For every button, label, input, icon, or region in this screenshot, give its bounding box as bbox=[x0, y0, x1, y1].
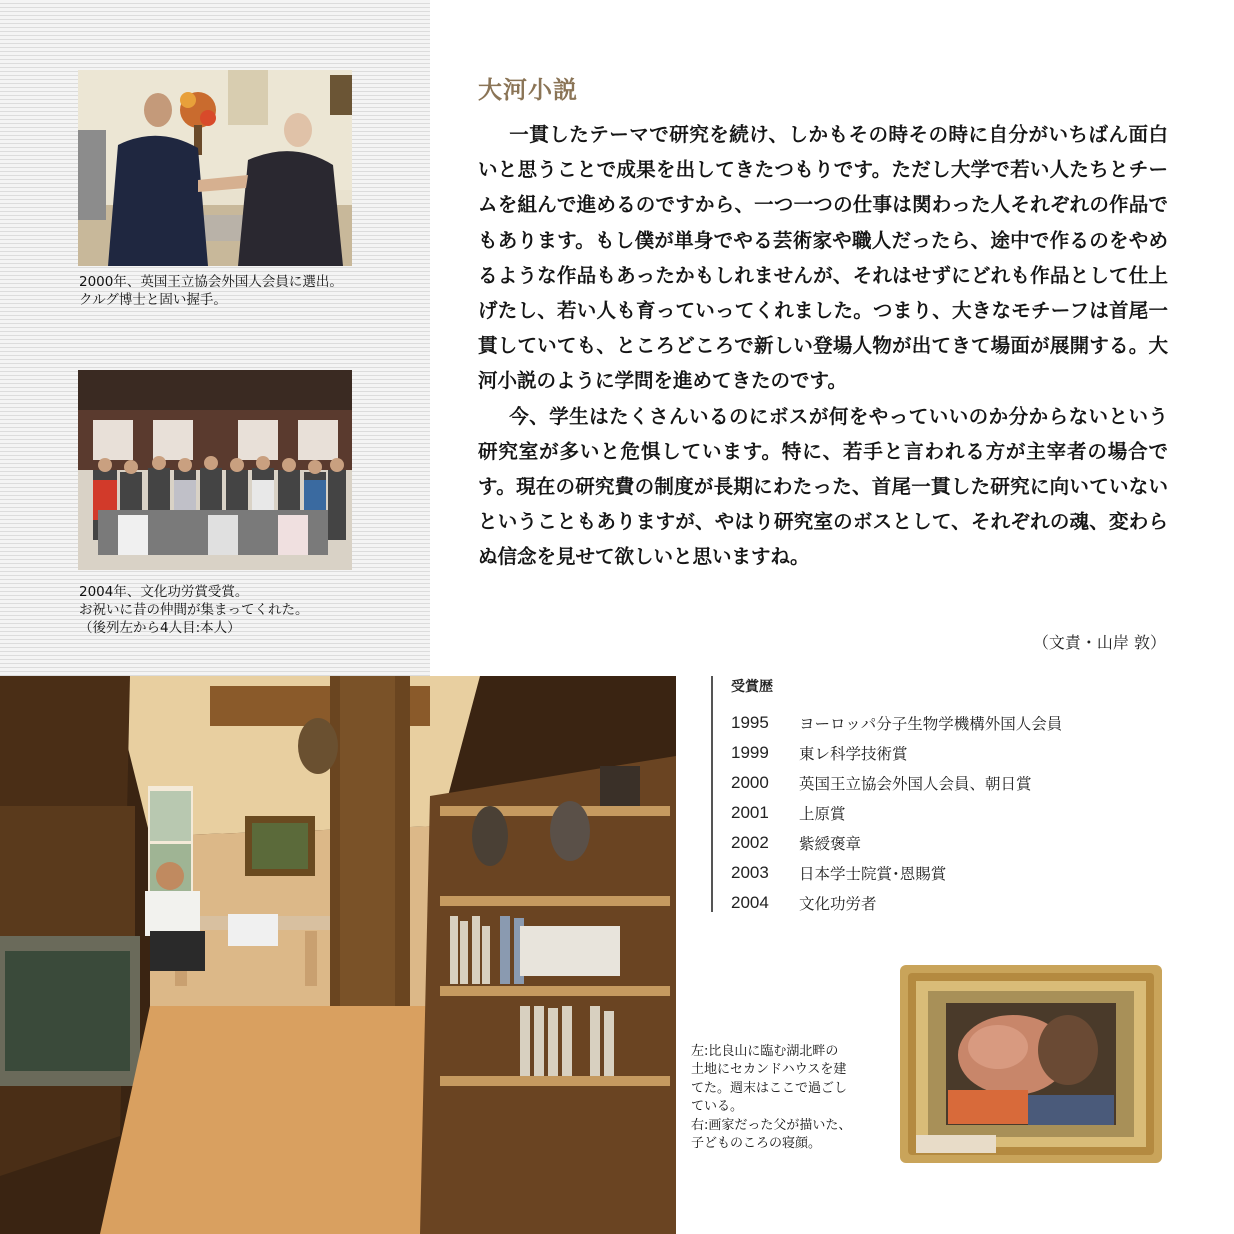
award-year: 1999 bbox=[731, 743, 769, 762]
caption-line: 子どものころの寝顔。 bbox=[691, 1136, 822, 1152]
group-photo bbox=[78, 370, 352, 570]
award-row bbox=[731, 738, 1131, 768]
award-name: ヨーロッパ分子生物学機構外国人会員 bbox=[799, 715, 1063, 733]
caption-line: 右:画家だった父が描いた、 bbox=[691, 1117, 852, 1133]
author-credit: （文責・山岸 敦） bbox=[1032, 633, 1166, 652]
award-name: 文化功労者 bbox=[799, 895, 877, 913]
award-row bbox=[731, 798, 1131, 828]
award-year: 2004 bbox=[731, 893, 769, 912]
award-year: 2002 bbox=[731, 833, 769, 852]
award-name: 紫綬褒章 bbox=[799, 835, 862, 853]
caption-line: 土地にセカンドハウスを建 bbox=[691, 1062, 847, 1078]
awards-heading: 受賞歴 bbox=[731, 679, 773, 695]
award-year: 2001 bbox=[731, 803, 769, 822]
group-caption bbox=[79, 583, 309, 637]
award-year: 2003 bbox=[731, 863, 769, 882]
group-caption-line3: （後列左から4人目:本人） bbox=[79, 620, 241, 636]
handshake-caption bbox=[79, 273, 343, 309]
handshake-caption-line2: クルグ博士と固い握手。 bbox=[79, 292, 227, 308]
framed-painting-photo bbox=[888, 955, 1178, 1170]
award-name: 日本学士院賞･恩賜賞 bbox=[799, 865, 947, 883]
body-paragraph: 一貫したテーマで研究を続け、しかもその時その時に自分がいちばん面白いと思うことで成果を出してきたつもりです。ただし大学で若い人たちとチームを組んで進めるのですから、一つ一つの仕事は関わった人それぞれの作品でもあります。もし僕が単身でやる芸術家や職人だったら、途中で作るのをやめるような作品もあったかもしれませんが、それはせずにどれも作品として仕上げたし、若い人も育っていってくれました。つまり、大きなモチーフは首尾一貫していても、ところどころで新しい登場人物が出てきて場面が展開する。大河小説のように学問を進めてきたのです。 bbox=[478, 123, 1168, 393]
handshake-photo bbox=[78, 70, 352, 266]
award-year: 2000 bbox=[731, 773, 769, 792]
award-row bbox=[731, 708, 1131, 738]
house-painting-caption bbox=[691, 1043, 881, 1153]
award-name: 上原賞 bbox=[799, 805, 846, 823]
handshake-caption-line1: 2000年、英国王立協会外国人会員に選出。 bbox=[79, 274, 343, 290]
award-row bbox=[731, 828, 1131, 858]
second-house-interior-photo bbox=[0, 676, 676, 1234]
award-row bbox=[731, 888, 1131, 918]
award-row bbox=[731, 768, 1131, 798]
award-name: 英国王立協会外国人会員、朝日賞 bbox=[799, 775, 1032, 793]
body-paragraph: 今、学生はたくさんいるのにボスが何をやっていいのか分からないという研究室が多いと危惧しています。特に、若手と言われる方が主宰者の場合です。現在の研究費の制度が長期にわたった、首尾一貫した研究に向いていないということもありますが、やはり研究室のボスとして、それぞれの魂、変わらぬ信念を見せて欲しいと思いますね。 bbox=[478, 404, 1168, 569]
award-year: 1995 bbox=[731, 713, 769, 732]
group-caption-line1: 2004年、文化功労賞受賞。 bbox=[79, 584, 249, 600]
award-row bbox=[731, 858, 1131, 888]
awards-list bbox=[711, 676, 1131, 912]
caption-line: てた。週末はここで過ごし bbox=[691, 1080, 848, 1096]
section-title: 大河小説 bbox=[478, 76, 578, 104]
award-name: 東レ科学技術賞 bbox=[799, 745, 908, 763]
caption-line: 左:比良山に臨む湖北畔の bbox=[691, 1044, 839, 1059]
group-caption-line2: お祝いに昔の仲間が集まってくれた。 bbox=[79, 602, 309, 618]
article-body bbox=[478, 117, 1168, 575]
caption-line: ている。 bbox=[691, 1099, 744, 1115]
